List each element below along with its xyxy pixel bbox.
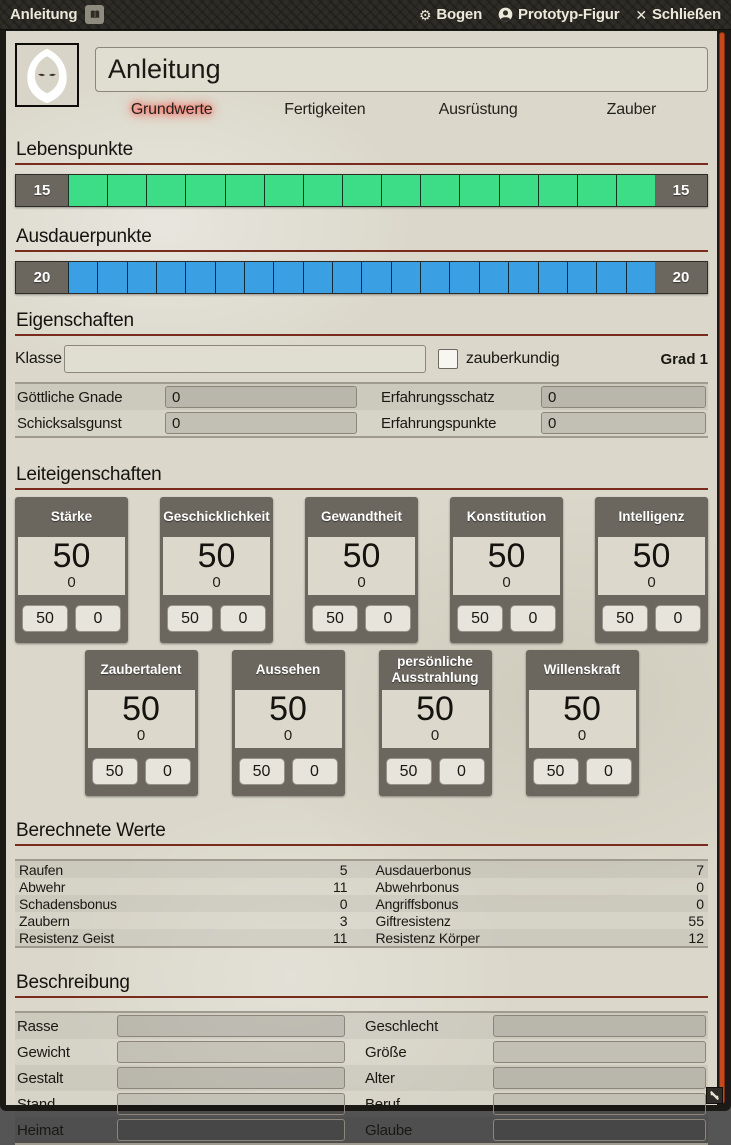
attribute-value: 50 (122, 690, 160, 728)
ausdauerpunkte-max: 20 (655, 262, 707, 293)
attribute-bonus: 0 (283, 727, 293, 745)
attribute-panel (235, 690, 342, 748)
field-input[interactable] (117, 1067, 345, 1089)
attribute-panel (598, 537, 705, 595)
attribute-inputs (595, 595, 708, 643)
resize-handle[interactable] (706, 1087, 723, 1104)
field-label: Erfahrungsschatz (381, 388, 495, 406)
bar-segment[interactable] (156, 262, 185, 293)
ausdauerpunkte-current: 20 (16, 262, 68, 293)
sheet-config-button[interactable] (419, 6, 482, 23)
attribute-bonus: 0 (67, 574, 76, 592)
section-ausdauerpunkte (15, 226, 708, 294)
attribute-name[interactable]: Zaubertalent (100, 662, 182, 678)
attribute-panel (382, 690, 489, 748)
bar-segment[interactable] (342, 175, 381, 206)
field-label: Geschlecht (365, 1017, 439, 1035)
attribute-inputs (15, 595, 128, 643)
tab-fertigkeiten[interactable]: Fertigkeiten (284, 101, 366, 118)
field-input[interactable] (117, 1093, 345, 1115)
bar-segment[interactable] (616, 175, 655, 206)
user-circle-icon (498, 7, 513, 22)
attribute-value: 50 (563, 690, 601, 728)
bar-segment[interactable] (68, 262, 97, 293)
attribute-name[interactable]: Intelligenz (618, 509, 685, 525)
field-label: Stand (17, 1095, 56, 1113)
close-icon: ✕ (635, 6, 647, 23)
stat-label: Ausdauerbonus (375, 861, 471, 878)
attribute-inputs (379, 748, 492, 796)
attribute-card (526, 650, 639, 796)
stat-value: 5 (339, 861, 348, 878)
beschreibung-title: Beschreibung (15, 972, 708, 998)
bar-segment[interactable] (107, 175, 146, 206)
section-leiteigenschaften (15, 464, 708, 796)
bar-segment[interactable] (68, 175, 107, 206)
stat-label: Giftresistenz (375, 912, 451, 929)
field-input[interactable] (493, 1119, 706, 1141)
field-input[interactable] (541, 386, 706, 408)
stat-value: 55 (688, 912, 704, 929)
bar-segment[interactable] (479, 262, 508, 293)
bar-segment[interactable] (449, 262, 478, 293)
prototype-token-label: Prototyp-Figur (518, 6, 620, 23)
field-label: Gestalt (17, 1069, 64, 1087)
lebenspunkte-segments (68, 175, 655, 206)
bar-segment[interactable] (303, 262, 332, 293)
bar-segment[interactable] (225, 175, 264, 206)
attribute-card (232, 650, 345, 796)
avatar[interactable] (15, 43, 79, 107)
attribute-inputs (85, 748, 198, 796)
attribute-base-input[interactable] (533, 758, 579, 785)
attribute-base-input[interactable] (312, 605, 358, 632)
book-icon (85, 5, 104, 24)
stat-label: Angriffsbonus (375, 895, 459, 912)
attribute-base-input[interactable] (457, 605, 503, 632)
leiteigenschaften-title: Leiteigenschaften (15, 464, 708, 490)
stat-label: Abwehrbonus (375, 878, 459, 895)
field-input[interactable] (493, 1093, 706, 1115)
attribute-value: 50 (342, 537, 381, 575)
field-label: Heimat (17, 1121, 64, 1139)
eigenschaften-table (15, 382, 708, 438)
field-input[interactable] (541, 412, 706, 434)
table-row (15, 410, 708, 436)
table-row (15, 1117, 708, 1143)
attribute-card (15, 497, 128, 643)
sheet-tabs (95, 101, 708, 123)
field-input[interactable] (117, 1041, 345, 1063)
attribute-name[interactable]: Stärke (50, 509, 93, 525)
lebenspunkte-current: 15 (16, 175, 68, 206)
field-label: Gewicht (17, 1043, 70, 1061)
attribute-card (450, 497, 563, 643)
field-input[interactable] (493, 1015, 706, 1037)
table-row (15, 1091, 708, 1117)
attribute-card (595, 497, 708, 643)
eigenschaften-title: Eigenschaften (15, 310, 708, 336)
section-lebenspunkte (15, 139, 708, 207)
attribute-value: 50 (487, 537, 526, 575)
attribute-bonus: 0 (647, 574, 656, 592)
table-row (15, 1065, 708, 1091)
stat-label: Zaubern (19, 912, 70, 929)
bar-segment[interactable] (185, 262, 214, 293)
ausdauerpunkte-bar (15, 261, 708, 294)
beschreibung-table (15, 1011, 708, 1145)
attribute-mod-input[interactable] (292, 758, 338, 785)
field-label: Erfahrungspunkte (381, 414, 497, 432)
bar-segment[interactable] (97, 262, 126, 293)
attribute-base-input[interactable] (167, 605, 213, 632)
bar-segment[interactable] (303, 175, 342, 206)
attribute-base-input[interactable] (22, 605, 68, 632)
bar-segment[interactable] (381, 175, 420, 206)
attribute-mod-input[interactable] (510, 605, 556, 632)
table-row (15, 1013, 708, 1039)
attribute-panel (88, 690, 195, 748)
header-fields (95, 43, 708, 123)
attribute-name[interactable]: Konstitution (466, 509, 547, 525)
table-row (15, 878, 708, 895)
tab-grundwerte[interactable]: Grundwerte (130, 101, 213, 118)
attribute-name[interactable]: Willenskraft (543, 662, 621, 678)
stat-value: 11 (332, 929, 348, 946)
character-name-input[interactable] (95, 47, 708, 92)
attribute-panel (529, 690, 636, 748)
bar-segment[interactable] (146, 175, 185, 206)
attribute-mod-input[interactable] (586, 758, 632, 785)
sheet-content (6, 31, 717, 1139)
attribute-name[interactable]: Geschicklichkeit (163, 509, 270, 525)
attribute-mod-input[interactable] (365, 605, 411, 632)
attribute-inputs (232, 748, 345, 796)
attribute-bonus: 0 (357, 574, 366, 592)
bar-segment[interactable] (626, 262, 655, 293)
table-row (15, 895, 708, 912)
sheet-config-label: Bogen (436, 6, 483, 23)
table-row (15, 861, 708, 878)
window-titlebar[interactable] (0, 0, 731, 30)
bar-segment[interactable] (185, 175, 224, 206)
ausdauerpunkte-title: Ausdauerpunkte (15, 226, 708, 252)
tab-zauber[interactable]: Zauber (606, 101, 657, 118)
attribute-name[interactable]: persönliche Ausstrahlung (391, 654, 479, 685)
attribute-name[interactable]: Aussehen (255, 662, 321, 678)
attribute-name[interactable]: Gewandtheit (320, 509, 402, 525)
attribute-base-input[interactable] (386, 758, 432, 785)
stat-label: Abwehr (19, 878, 66, 895)
lebenspunkte-title: Lebenspunkte (15, 139, 708, 165)
bar-segment[interactable] (459, 175, 498, 206)
bar-segment[interactable] (391, 262, 420, 293)
prototype-token-button[interactable] (498, 6, 619, 23)
klasse-input[interactable] (64, 345, 426, 373)
stat-value: 0 (696, 895, 704, 912)
table-row (15, 912, 708, 929)
attribute-bonus: 0 (212, 574, 221, 592)
stat-value: 0 (339, 895, 348, 912)
bar-segment[interactable] (538, 262, 567, 293)
section-beschreibung (15, 972, 708, 1145)
stat-value: 0 (696, 878, 704, 895)
stat-value: 11 (332, 878, 348, 895)
bar-segment[interactable] (127, 262, 156, 293)
bar-segment[interactable] (499, 175, 538, 206)
bar-segment[interactable] (215, 262, 244, 293)
attribute-card (305, 497, 418, 643)
attribute-inputs (160, 595, 273, 643)
tab-ausruestung[interactable]: Ausrüstung (438, 101, 518, 118)
attribute-base-input[interactable] (92, 758, 138, 785)
attribute-panel (308, 537, 415, 595)
attribute-value: 50 (416, 690, 454, 728)
attribute-base-input[interactable] (602, 605, 648, 632)
bar-segment[interactable] (567, 262, 596, 293)
attribute-card (160, 497, 273, 643)
attribute-value: 50 (197, 537, 236, 575)
field-input[interactable] (165, 412, 357, 434)
attribute-bonus: 0 (430, 727, 440, 745)
sheet-header (15, 43, 708, 123)
bar-segment[interactable] (538, 175, 577, 206)
stat-value: 12 (688, 929, 704, 946)
zauberkundig-checkbox[interactable] (438, 349, 458, 369)
field-label: Schicksalsgunst (17, 414, 122, 432)
table-row (15, 1039, 708, 1065)
attribute-card (85, 650, 198, 796)
bar-segment[interactable] (577, 175, 616, 206)
klasse-row (15, 345, 708, 373)
field-input[interactable] (493, 1067, 706, 1089)
gear-icon: ⚙ (419, 6, 432, 23)
section-berechnete-werte (15, 820, 708, 948)
field-label: Beruf (365, 1095, 400, 1113)
attribute-mod-input[interactable] (439, 758, 485, 785)
bar-segment[interactable] (361, 262, 390, 293)
attribute-mod-input[interactable] (220, 605, 266, 632)
attribute-panel (18, 537, 125, 595)
attribute-mod-input[interactable] (145, 758, 191, 785)
close-button[interactable] (635, 6, 721, 23)
attribute-mod-input[interactable] (655, 605, 701, 632)
bar-segment[interactable] (420, 175, 459, 206)
attribute-card (379, 650, 492, 796)
close-label: Schließen (651, 6, 721, 23)
field-label: Alter (365, 1069, 395, 1087)
attribute-value: 50 (269, 690, 307, 728)
attribute-bonus: 0 (136, 727, 146, 745)
field-label: Glaube (365, 1121, 413, 1139)
attribute-cards-row-1 (15, 497, 708, 643)
zauberkundig-label: zauberkundig (465, 350, 560, 367)
field-input[interactable] (165, 386, 357, 408)
bar-segment[interactable] (273, 262, 302, 293)
field-input[interactable] (493, 1041, 706, 1063)
lebenspunkte-max: 15 (655, 175, 707, 206)
attribute-inputs (450, 595, 563, 643)
table-row (15, 929, 708, 946)
field-input[interactable] (117, 1119, 345, 1141)
field-input[interactable] (117, 1015, 345, 1037)
klasse-label: Klasse (15, 350, 62, 367)
grad-label: Grad 1 (660, 350, 708, 368)
section-eigenschaften (15, 310, 708, 438)
attribute-panel (163, 537, 270, 595)
scrollbar-track[interactable] (719, 32, 725, 1104)
bar-segment[interactable] (420, 262, 449, 293)
attribute-value: 50 (52, 537, 91, 575)
attribute-bonus: 0 (577, 727, 587, 745)
stat-label: Resistenz Körper (375, 929, 480, 946)
attribute-value: 50 (632, 537, 671, 575)
field-label: Größe (365, 1043, 407, 1061)
stat-value: 7 (696, 861, 704, 878)
bar-segment[interactable] (508, 262, 537, 293)
attribute-bonus: 0 (502, 574, 511, 592)
lebenspunkte-bar (15, 174, 708, 207)
stat-label: Resistenz Geist (19, 929, 115, 946)
attribute-mod-input[interactable] (75, 605, 121, 632)
resize-icon (709, 1090, 720, 1101)
stat-label: Schadensbonus (19, 895, 117, 912)
attribute-inputs (305, 595, 418, 643)
attribute-cards-row-2 (15, 650, 708, 796)
attribute-inputs (526, 748, 639, 796)
bar-segment[interactable] (596, 262, 625, 293)
berechnete-werte-table (15, 859, 708, 948)
attribute-base-input[interactable] (239, 758, 285, 785)
scrollbar-thumb[interactable] (719, 32, 725, 1104)
attribute-panel (453, 537, 560, 595)
ausdauerpunkte-segments (68, 262, 655, 293)
bar-segment[interactable] (332, 262, 361, 293)
window-title: Anleitung (10, 6, 78, 23)
field-label: Göttliche Gnade (17, 388, 123, 406)
bar-segment[interactable] (244, 262, 273, 293)
table-row (15, 384, 708, 410)
stat-label: Raufen (19, 861, 63, 878)
field-label: Rasse (17, 1017, 59, 1035)
bar-segment[interactable] (264, 175, 303, 206)
berechnete-werte-title: Berechnete Werte (15, 820, 708, 846)
stat-value: 3 (339, 912, 348, 929)
